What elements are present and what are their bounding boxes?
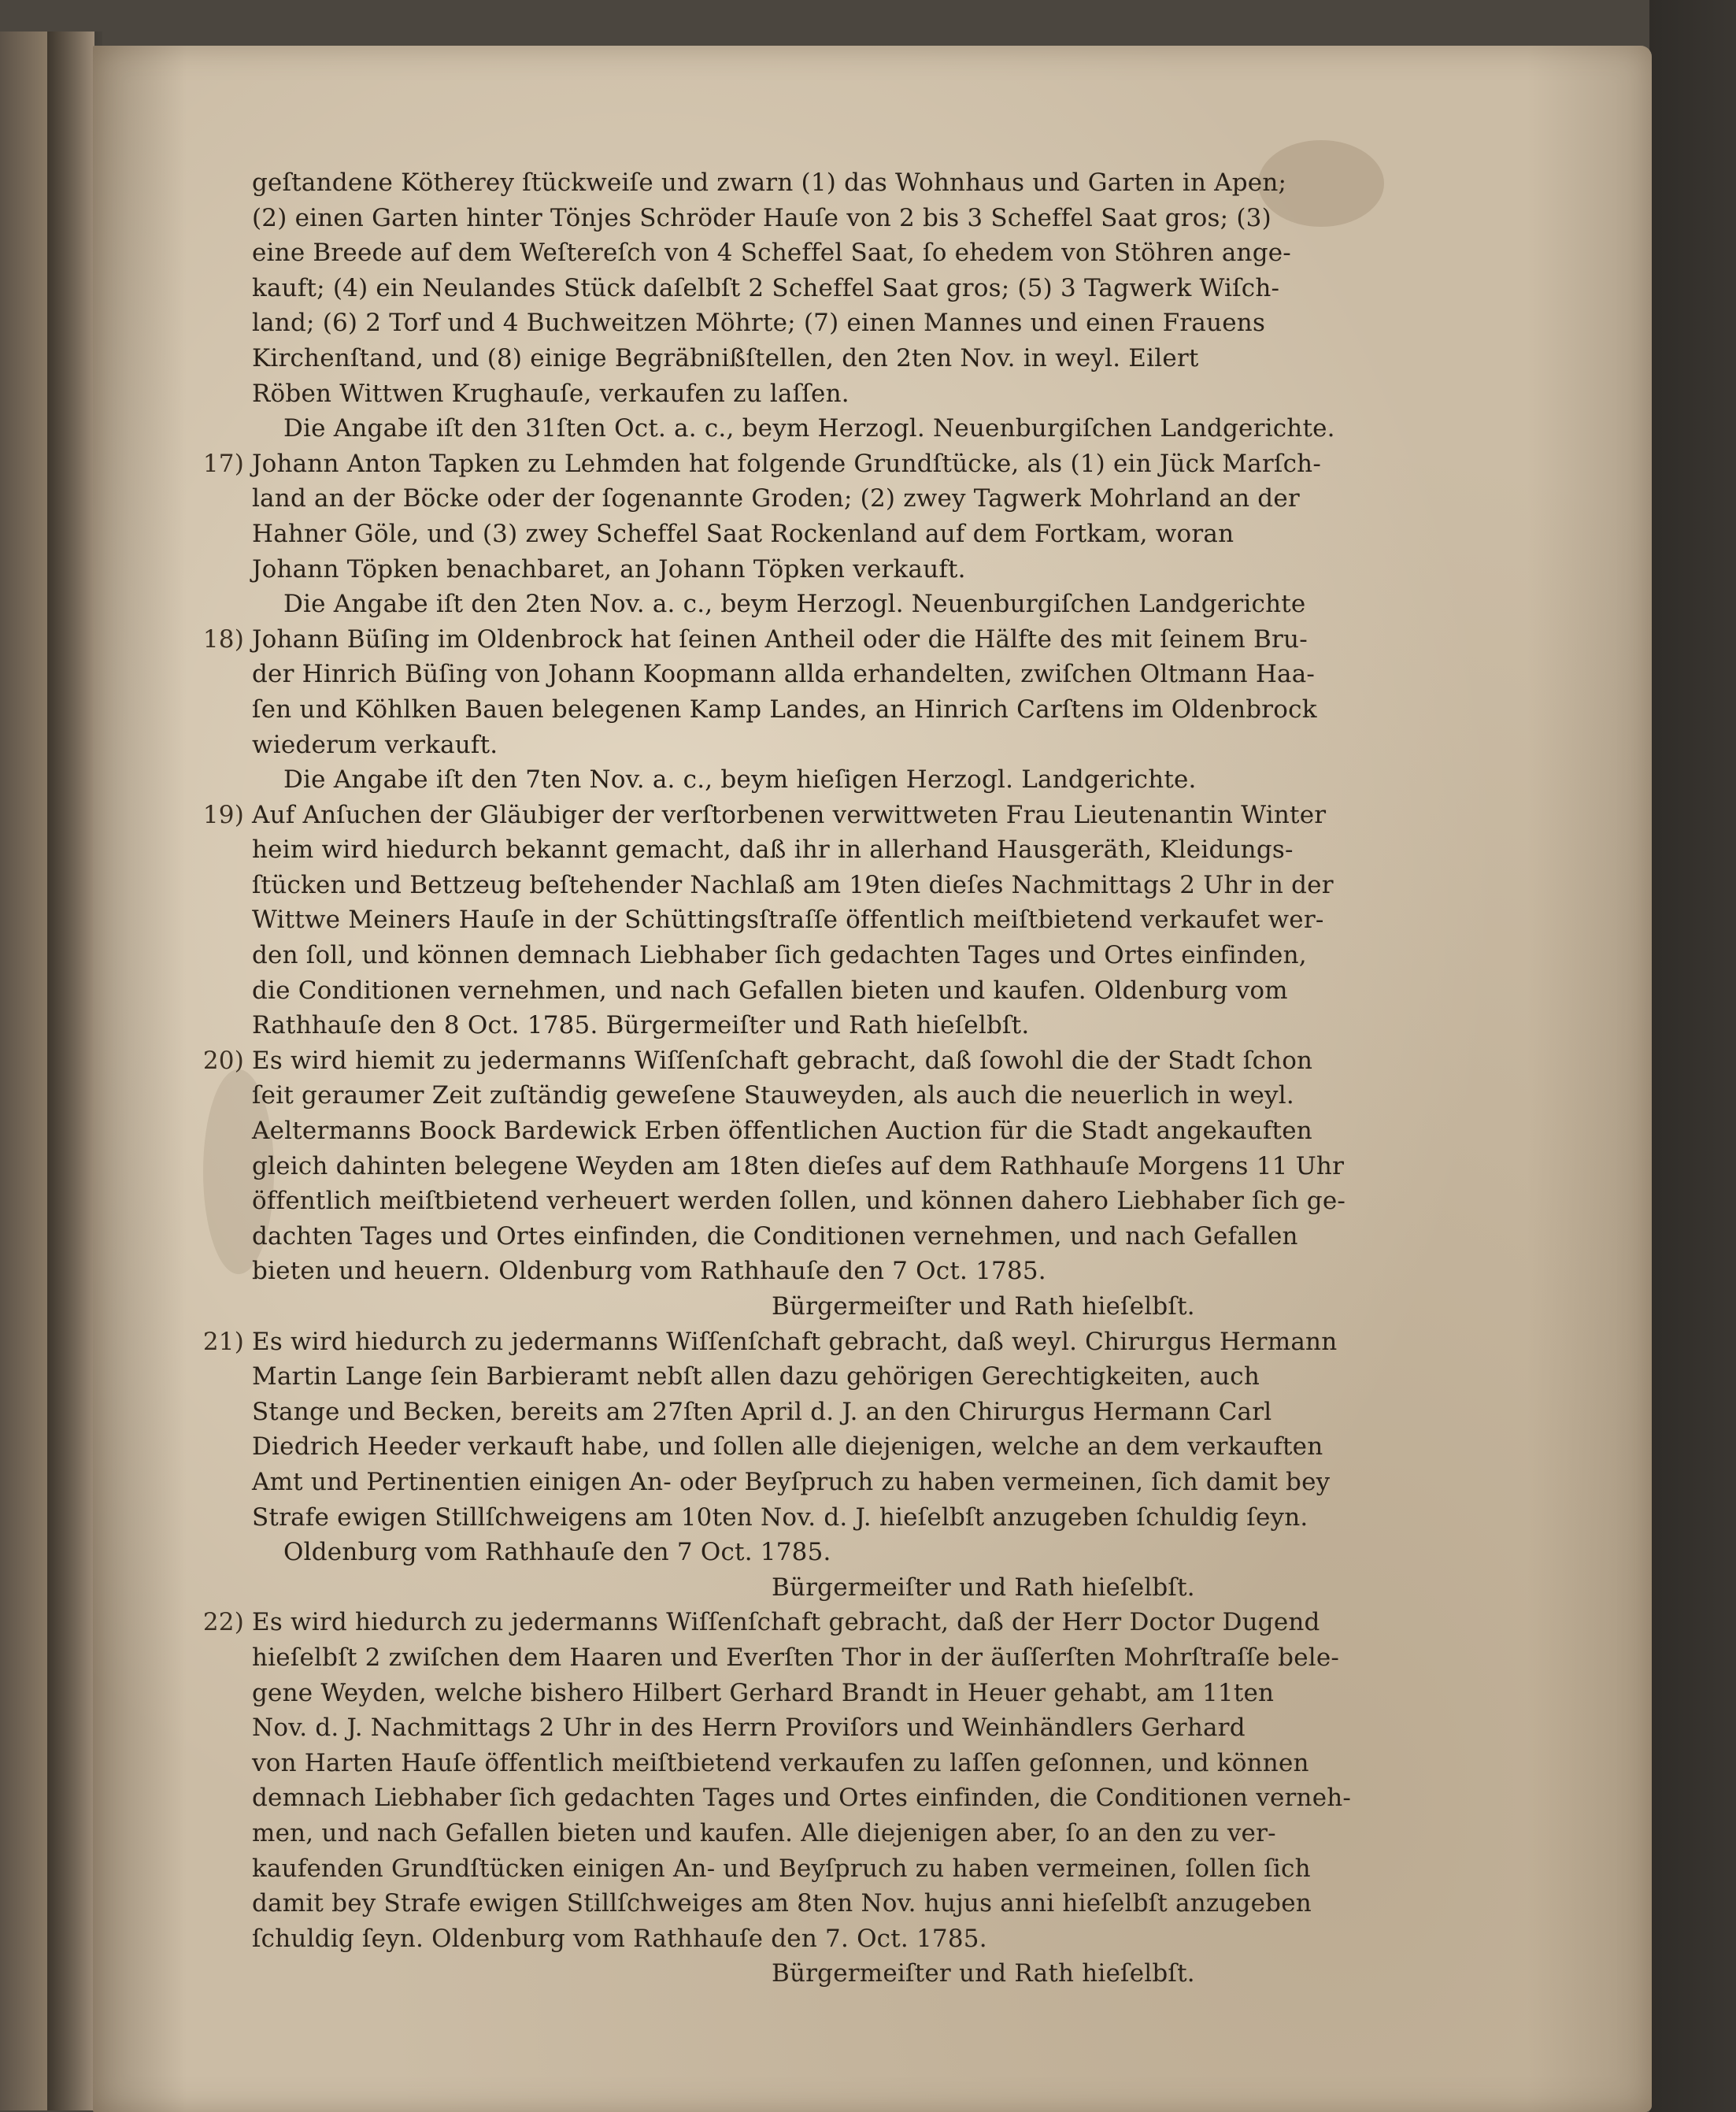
line-text: Stange und Becken, bereits am 27ſten April d. J. an den Chirurgus Hermann Carl <box>252 1397 1272 1426</box>
line-text: Wittwe Meiners Hauſe in der Schüttingsſtraſſe öffentlich meiſtbietend verkaufet wer- <box>252 906 1324 935</box>
line-text: land; (6) 2 Torf und 4 Buchweitzen Möhrte; (7) einen Mannes und einen Frauens <box>252 309 1266 338</box>
text-line <box>252 762 1441 798</box>
line-text: Bürgermeiſter und Rath hieſelbſt. <box>772 1573 1195 1602</box>
line-text: Es wird hiedurch zu jedermanns Wiſſenſchaft gebracht, daß weyl. Chirurgus Hermann <box>252 1327 1338 1356</box>
line-text: Diedrich Heeder verkauft habe, und ſollen alle diejenigen, welche an dem verkauften <box>252 1432 1323 1462</box>
text-line <box>252 692 1441 728</box>
line-text: Strafe ewigen Stillſchweigens am 10ten Nov. d. J. hieſelbſt anzugeben ſchuldig ſeyn. <box>252 1502 1308 1532</box>
text-line <box>252 1184 1441 1219</box>
text-line <box>252 1113 1441 1149</box>
line-text: eine Breede auf dem Weſtereſch von 4 Scheffel Saat, ſo ehedem von Stöhren ange- <box>252 239 1291 268</box>
line-text: men, und nach Gefallen bieten und kaufen. Alle diejenigen aber, ſo an den zu ver- <box>252 1818 1276 1847</box>
line-text: heim wird hiedurch bekannt gemacht, daß ihr in allerhand Hausgeräth, Kleidungs- <box>252 836 1294 865</box>
text-line <box>252 1254 1441 1289</box>
text-line <box>252 1640 1441 1676</box>
text-line <box>252 271 1441 306</box>
text-line <box>252 902 1441 938</box>
text-line <box>252 341 1441 376</box>
line-text: ſen und Köhlken Bauen belegenen Kamp Landes, an Hinrich Carſtens im Oldenbrock <box>252 695 1317 724</box>
line-text: Oldenburg vom Rathhauſe den 7 Oct. 1785. <box>283 1538 831 1567</box>
entry-number: 17) <box>202 449 244 478</box>
line-text: Bürgermeiſter und Rath hieſelbſt. <box>772 1959 1195 1988</box>
text-line <box>252 1851 1441 1887</box>
text-line <box>252 1078 1441 1113</box>
text-line <box>252 235 1441 271</box>
line-text: die Conditionen vernehmen, und nach Gefallen bieten und kaufen. Oldenburg vom <box>252 976 1288 1005</box>
line-text: hieſelbſt 2 zwiſchen dem Haaren und Everſten Thor in der äuſſerſten Mohrſtraſſe bele- <box>252 1643 1340 1672</box>
text-line <box>252 1008 1441 1043</box>
text-line <box>252 411 1441 446</box>
line-text: Auf Anſuchen der Gläubiger der verſtorbenen verwittweten Frau Lieutenantin Winter <box>252 800 1327 829</box>
text-line <box>202 1043 1441 1079</box>
text-line <box>252 201 1441 236</box>
entry-number: 21) <box>202 1327 244 1356</box>
text-line <box>252 517 1441 552</box>
text-line <box>252 1886 1441 1921</box>
text-line <box>252 1780 1441 1816</box>
line-text: Es wird hiemit zu jedermanns Wiſſenſchaft gebracht, daß ſowohl die der Stadt ſchon <box>252 1046 1313 1075</box>
line-text: öffentlich meiſtbietend verheuert werden ſollen, und können dahero Liebhaber ſich ge- <box>252 1187 1346 1216</box>
text-line <box>252 552 1441 587</box>
entry-number: 22) <box>202 1608 244 1637</box>
text-line <box>252 1921 1441 1957</box>
text-line <box>252 728 1441 763</box>
line-text: Bürgermeiſter und Rath hieſelbſt. <box>772 1292 1195 1321</box>
line-text: Martin Lange ſein Barbieramt nebſt allen dazu gehörigen Gerechtigkeiten, auch <box>252 1362 1260 1391</box>
line-text: wiederum verkauft. <box>252 730 498 759</box>
line-text: gleich dahinten belegene Weyden am 18ten dieſes auf dem Rathhauſe Morgens 11 Uhr <box>252 1151 1345 1180</box>
line-text: ſeit geraumer Zeit zuſtändig geweſene Stauweyden, als auch die neuerlich in weyl. <box>252 1081 1294 1110</box>
line-text: Rathhauſe den 8 Oct. 1785. Bürgermeiſter und Rath hieſelbſt. <box>252 1011 1030 1040</box>
text-line <box>202 1605 1441 1640</box>
line-text: demnach Liebhaber ſich gedachten Tages und Ortes einfinden, die Conditionen verneh- <box>252 1784 1352 1813</box>
line-text: ſchuldig ſeyn. Oldenburg vom Rathhauſe den 7. Oct. 1785. <box>252 1924 987 1953</box>
text-line <box>252 938 1441 973</box>
text-line <box>252 1535 1441 1570</box>
text-line <box>252 481 1441 517</box>
line-text: Hahner Göle, und (3) zwey Scheffel Saat Rockenland auf dem Fortkam, woran <box>252 519 1234 548</box>
entry-number: 19) <box>202 800 244 829</box>
line-text: geſtandene Kötherey ſtückweiſe und zwarn (1) das Wohnhaus und Garten in Apen; <box>252 169 1287 197</box>
line-text: Die Angabe iſt den 2ten Nov. a. c., beym Herzogl. Neuenburgiſchen Landgerichte <box>283 590 1306 619</box>
text-line <box>252 832 1441 868</box>
entry-number: 18) <box>202 624 244 654</box>
line-text: Kirchenſtand, und (8) einige Begräbnißſtellen, den 2ten Nov. in weyl. Eilert <box>252 343 1199 372</box>
line-text: Johann Büſing im Oldenbrock hat ſeinen Antheil oder die Hälfte des mit ſeinem Bru- <box>252 624 1308 654</box>
text-line <box>252 1676 1441 1711</box>
text-line <box>252 1149 1441 1184</box>
text-line <box>252 165 1441 201</box>
text-line <box>252 1395 1441 1430</box>
text-line <box>252 1710 1441 1746</box>
line-text: land an der Böcke oder der ſogenannte Groden; (2) zwey Tagwerk Mohrland an der <box>252 484 1300 513</box>
line-text: Es wird hiedurch zu jedermanns Wiſſenſchaft gebracht, daß der Herr Doctor Dugend <box>252 1608 1320 1637</box>
text-line <box>252 1570 1441 1606</box>
line-text: kaufenden Grundſtücken einigen An- und Beyſpruch zu haben vermeinen, ſollen ſich <box>252 1854 1311 1883</box>
text-line <box>252 1289 1441 1325</box>
text-line <box>252 1500 1441 1536</box>
line-text: Johann Anton Tapken zu Lehmden hat folgende Grundſtücke, als (1) ein Jück Marſch- <box>252 449 1321 478</box>
text-line <box>252 1956 1441 1992</box>
line-text: von Harten Hauſe öffentlich meiſtbietend verkaufen zu laſſen geſonnen, und können <box>252 1748 1309 1777</box>
text-line <box>252 973 1441 1009</box>
line-text: gene Weyden, welche bishero Hilbert Gerhard Brandt in Heuer gehabt, am 11ten <box>252 1678 1275 1707</box>
text-line <box>252 1465 1441 1500</box>
text-line <box>252 587 1441 622</box>
text-line <box>252 657 1441 692</box>
line-text: dachten Tages und Ortes einfinden, die Conditionen vernehmen, und nach Gefallen <box>252 1221 1298 1251</box>
text-line <box>252 1816 1441 1851</box>
line-text: Johann Töpken benachbaret, an Johann Töpken verkauft. <box>252 554 966 584</box>
text-line <box>252 1429 1441 1465</box>
line-text: bieten und heuern. Oldenburg vom Rathhauſe den 7 Oct. 1785. <box>252 1257 1046 1286</box>
text-line <box>202 1325 1441 1360</box>
line-text: Die Angabe iſt den 31ſten Oct. a. c., beym Herzogl. Neuenburgiſchen Landgerichte. <box>283 414 1335 443</box>
line-text: den ſoll, und können demnach Liebhaber ſich gedachten Tages und Ortes einfinden, <box>252 941 1307 970</box>
text-line <box>252 868 1441 903</box>
line-text: Amt und Pertinentien einigen An- oder Beyſpruch zu haben vermeinen, ſich damit bey <box>252 1467 1331 1496</box>
line-text: Die Angabe iſt den 7ten Nov. a. c., beym hieſigen Herzogl. Landgerichte. <box>283 765 1197 795</box>
line-text: Röben Wittwen Krughauſe, verkaufen zu laſſen. <box>252 379 849 408</box>
text-line <box>202 798 1441 833</box>
background-right <box>1649 0 1736 2112</box>
text-line <box>252 1219 1441 1254</box>
document-text <box>202 165 1441 1992</box>
entry-number: 20) <box>202 1046 244 1075</box>
line-text: ſtücken und Bettzeug beſtehender Nachlaß am 19ten dieſes Nachmittags 2 Uhr in der <box>252 870 1334 899</box>
line-text: Nov. d. J. Nachmittags 2 Uhr in des Herrn Proviſors und Weinhändlers Gerhard <box>252 1714 1246 1743</box>
line-text: damit bey Strafe ewigen Stillſchweiges am 8ten Nov. hujus anni hieſelbſt anzugeben <box>252 1889 1312 1918</box>
line-text: kauft; (4) ein Neulandes Stück daſelbſt 2 Scheffel Saat gros; (5) 3 Tagwerk Wiſch- <box>252 273 1280 302</box>
text-line <box>252 1746 1441 1781</box>
line-text: der Hinrich Büſing von Johann Koopmann allda erhandelten, zwiſchen Oltmann Haa- <box>252 660 1316 689</box>
text-line <box>202 446 1441 482</box>
line-text: Aeltermanns Boock Bardewick Erben öffentlichen Auction für die Stadt angekauften <box>252 1117 1312 1146</box>
text-line <box>252 376 1441 412</box>
line-text: (2) einen Garten hinter Tönjes Schröder Hauſe von 2 bis 3 Scheffel Saat gros; (3) <box>252 203 1271 232</box>
text-line <box>252 306 1441 341</box>
text-line <box>252 1359 1441 1395</box>
text-line <box>202 622 1441 658</box>
